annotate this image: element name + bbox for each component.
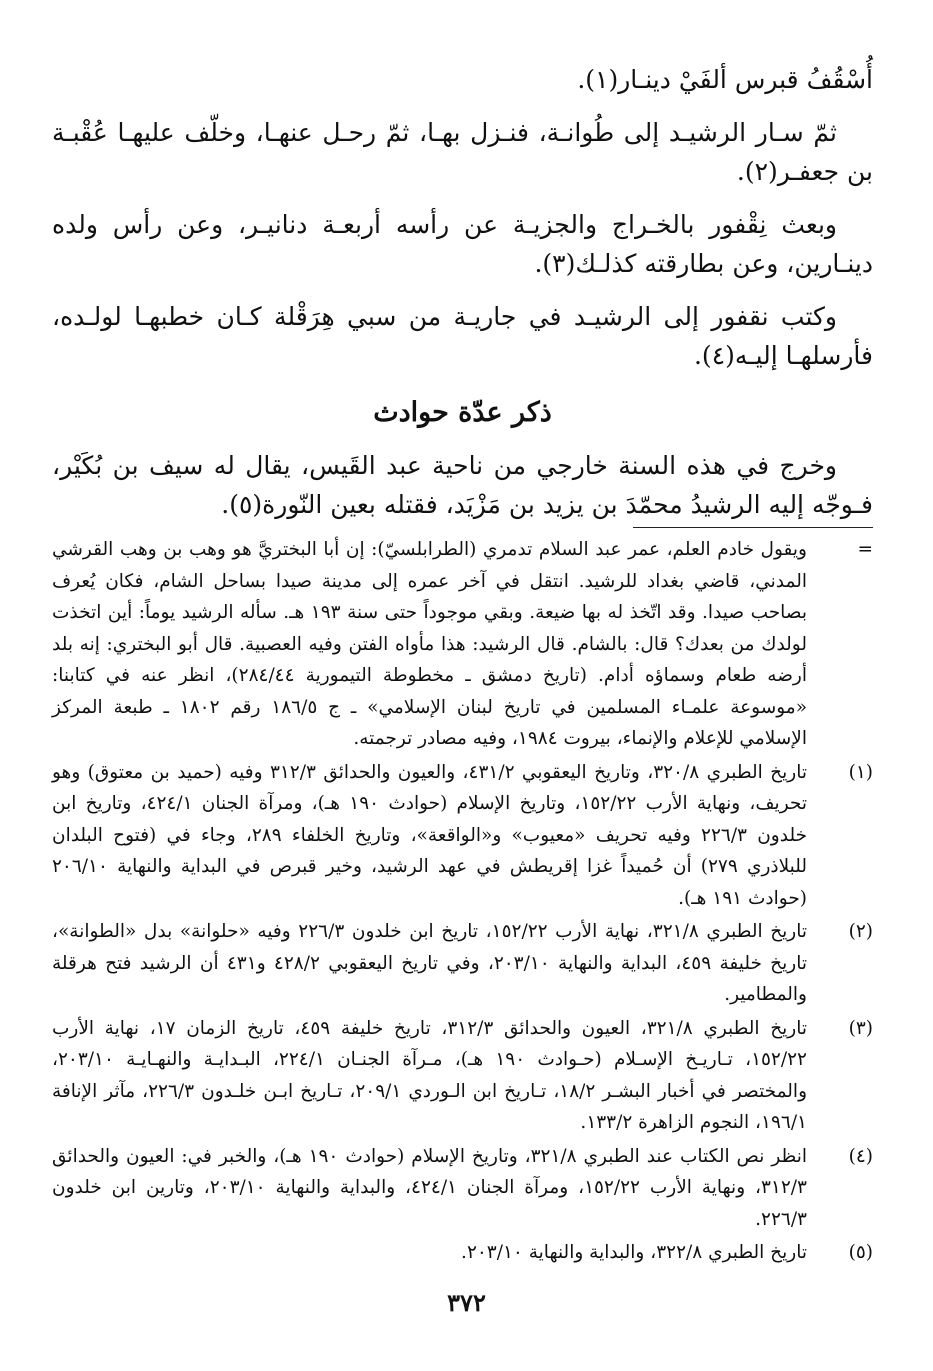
footnote [52,1013,873,1139]
footnote [52,1237,873,1269]
footnote-text: تاريخ الطبري ٣٢٢/٨، والبداية والنهاية ٢٠٣/١٠. [461,1242,807,1263]
footnote-marker: (٥) [848,1242,873,1263]
footnote-marker: = [857,539,873,560]
footnote-marker: (٣) [848,1017,873,1039]
footnote-marker: (٤) [848,1145,873,1167]
footnote-marker: (١) [848,761,873,783]
footnote-marker: (٢) [848,921,873,942]
main-text [52,60,873,538]
page-number: ٣٧٢ [447,1288,486,1317]
footnote-text: انظر نص الكتاب عند الطبري ٣٢١/٨، وتاريخ الإسلام (حوادث ١٩٠ هـ)، والخبر في: العيون والحدائق ٣١٢/٣، ونهاية الأرب ١٥٢/٢٢، ومرآة الجنان ٤٢٤/١، والبداية والنهاية ٢٠٣/١٠، وتارين ابن خلدون ٢٢٦/٣. [52,1145,807,1230]
footnote-text: ويقول خادم العلم، عمر عبد السلام تدمري (الطرابلسيّ): إن أبا البختريَّ هو وهب بن وهب القرشي المدني، قاضي بغداد للرشيد. انتقل في آخر عمره إلى مدينة صيدا بساحل الشام، فكان يُعرف بصاحب صيدا. وقد اتّخذ له بها ضيعة. وبقي موجوداً حتى سنة ١٩٣ هـ. سأله الرشيد يوماً: أين اتخذت لولدك من بعدك؟ قال: بالشام. قال الرشيد: هذا مأواه الفتن وفيه العصبية. قال أبو البختري: إنه بلد أرضه طعام وسماؤه أدام. (تاريخ دمشق ـ مخطوطة التيمورية ٢٨٤/٤٤)، انظر عنه في كتابنا: «موسوعة علمـاء المسلمين في تاريخ لبنان الإسلامي» ـ ج ١٨٦/٥ رقم ١٨٠٢ ـ طبعة المركز الإسلامي للإعلام والإنماء، بيروت ١٩٨٤، وفيه مصادر ترجمته. [52,539,808,749]
footnote-text: تاريخ الطبري ٣٢١/٨، العيون والحدائق ٣١٢/٣، تاريخ خليفة ٤٥٩، تاريخ الزمان ١٧، نهاية الأرب ١٥٢/٢٢، تـاريـخ الإسـلام (حـوادث ١٩٠ هـ)، مـرآة الجنـان ٢٢٤/١، البـدايـة والنهـايـة ٢٠٣/١٠، والمختصر في أخبار البشـر ١٨/٢، تـاريخ ابن الـوردي ٢٠٩/١، تـاريخ ابـن خلـدون ٢٢٦/٣، مآثر الإنافة ١٩٦/١، النجوم الزاهرة ١٣٣/٢. [52,1017,808,1133]
paragraph: ثمّ سـار الرشيـد إلى طُوانـة، فنـزل بهـا، ثمّ رحـل عنهـا، وخلّف عليهـا عُقْبـة بن جعفـر(٢). [52,118,873,186]
paragraph: وخرج في هذه السنة خارجي من ناحية عبد القَيس، يقال له سيف بن بُكَيْر، فـوجّه إليه الرشيدُ محمّدَ بن يزيد بن مَزْيَد، فقتله بعين النّورة(٥). [52,451,873,519]
footnote-text: تاريخ الطبري ٣٢١/٨، نهاية الأرب ١٥٢/٢٢، تاريخ ابن خلدون ٢٢٦/٣ وفيه «حلوانة» بدل «الطوانة»، تاريخ خليفة ٤٥٩، البداية والنهاية ٢٠٣/١٠، وفي تاريخ اليعقوبي ٤٢٨/٢ و٤٣١ أن الرشيد فتح هرقلة والمطامير. [52,921,808,1005]
footnote-continuation [52,534,873,755]
footnotes [52,534,873,1271]
section-heading: ذكر عدّة حوادث [373,397,552,428]
paragraph: وبعث نِقْفور بالخـراج والجزيـة عن رأسه أربعـة دنانيـر، وعن رأس ولده دينـارين، وعن بطارقته كذلـك(٣). [52,210,873,278]
footnote-divider [633,527,873,528]
footnote [52,1141,873,1236]
footnote [52,916,873,1011]
paragraph: وكتب نقفور إلى الرشيـد في جاريـة من سبي هِرَقْلة كـان خطبهـا لولـده، فأرسلهـا إليـه(٤). [52,302,873,370]
footnote [52,757,873,915]
paragraph-continuation: أُسْقُفُ قبرس ألفَيْ دينـار(١). [577,65,873,94]
footnote-text: تاريخ الطبري ٣٢٠/٨، وتاريخ اليعقوبي ٤٣١/٢، والعيون والحدائق ٣١٢/٣ وفيه (حميد بن معتوق) وهو تحريف، ونهاية الأرب ١٥٢/٢٢، وتاريخ الإسلام (حوادث ١٩٠ هـ)، ومرآة الجنان ٤٢٤/١، وتاريخ ابن خلدون ٢٢٦/٣ وفيه تحريف «معيوب» و«الواقعة»، وتاريخ الخلفاء ٢٨٩، وجاء في (فتوح البلدان للبلاذري ٢٧٩) أن حُميداً غزا إقريطش في عهد الرشيد، وخير قبرص في البداية والنهاية ٢٠٦/١٠ (حوادث ١٩١ هـ). [52,761,807,909]
